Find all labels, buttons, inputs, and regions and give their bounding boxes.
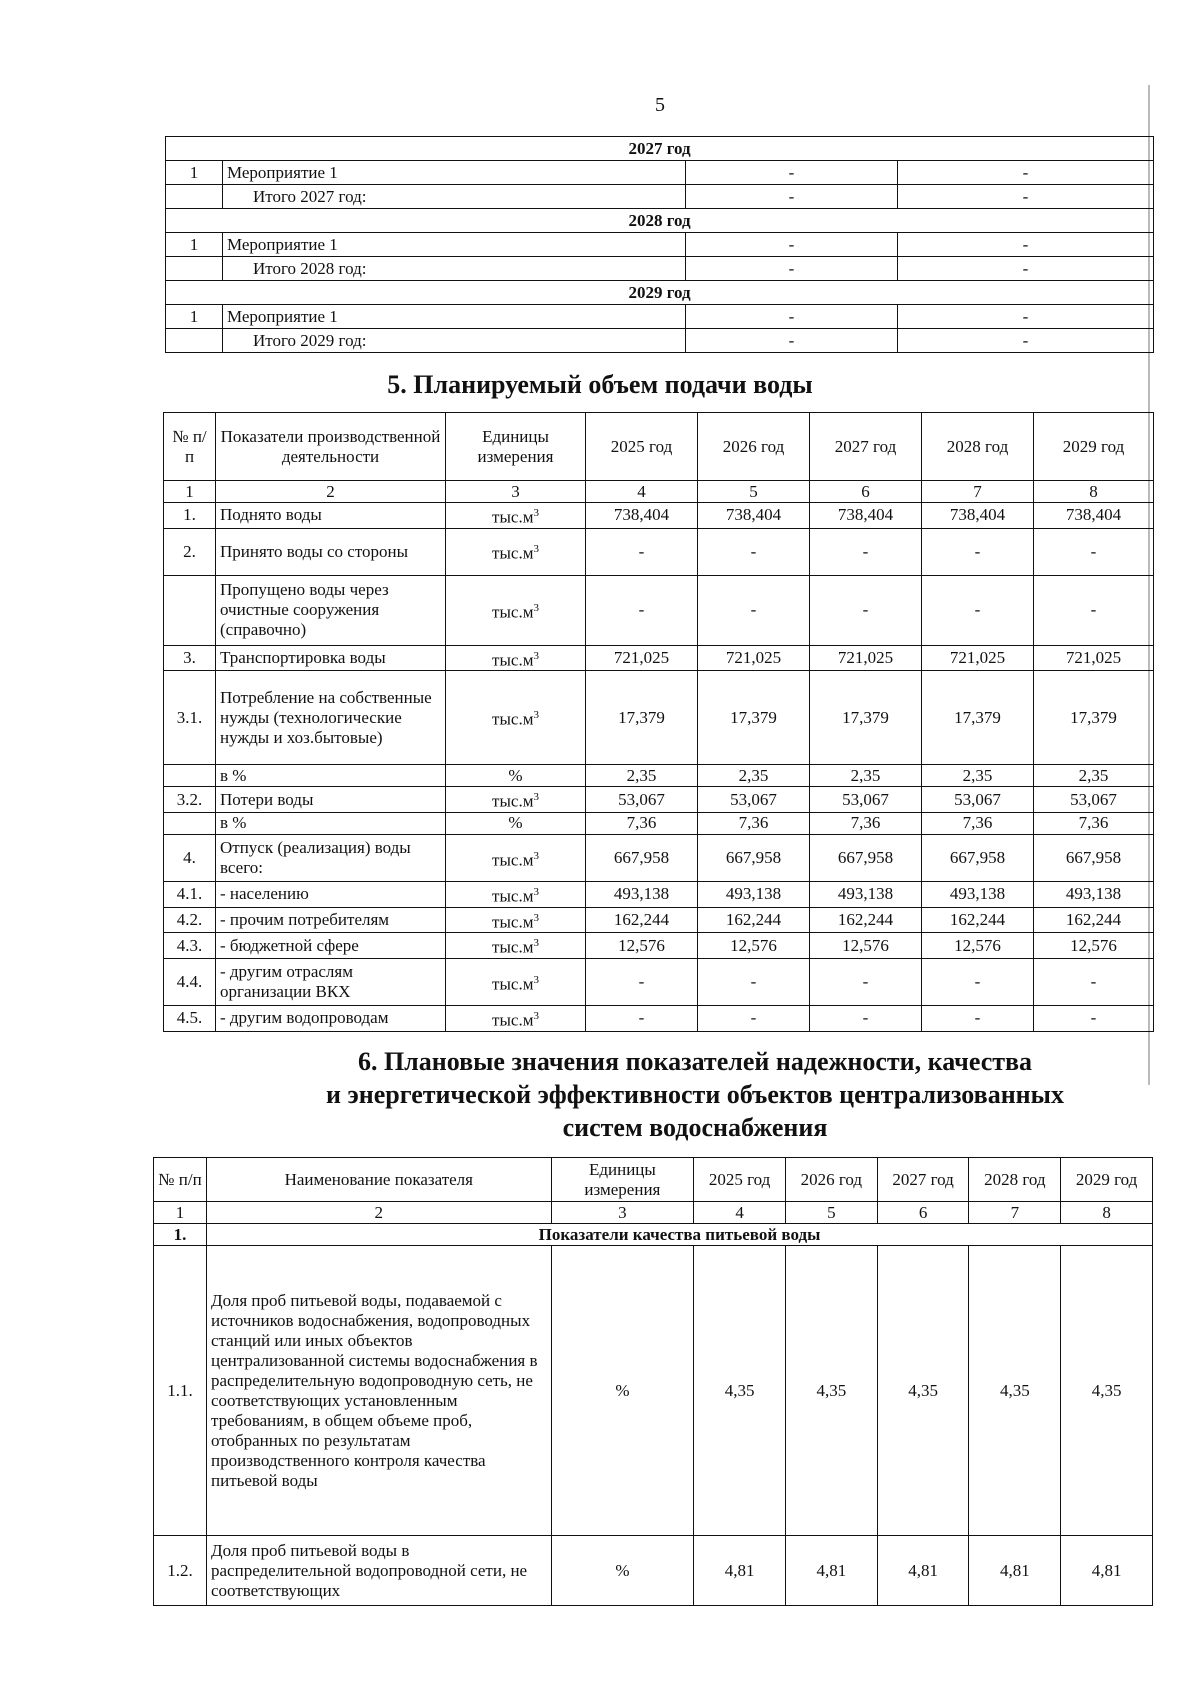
column-header: Единицы измерения (551, 1158, 694, 1202)
total-label: Итого 2028 год: (223, 257, 686, 281)
column-header: 2028 год (969, 1158, 1061, 1202)
table-row (164, 1005, 1154, 1031)
group-name: Показатели качества питьевой воды (207, 1224, 1153, 1246)
year-value: 738,404 (1034, 503, 1154, 529)
event-row (166, 161, 1154, 185)
event-name: Мероприятие 1 (223, 161, 686, 185)
indicator-name: Отпуск (реализация) воды всего: (216, 834, 446, 881)
indicator-name: Потребление на собственные нужды (технологические нужды и хоз.бытовые) (216, 671, 446, 765)
indicators-table (153, 1157, 1153, 1606)
year-value: 7,36 (922, 812, 1034, 834)
year-value: - (1034, 528, 1154, 575)
unit-text: тыс.м (492, 886, 534, 906)
row-number: 2. (164, 528, 216, 575)
year-value: 53,067 (698, 787, 810, 813)
unit-text: тыс.м (492, 791, 534, 811)
row-number: 4. (164, 834, 216, 881)
year-value: - (810, 575, 922, 645)
unit-superscript: 3 (533, 709, 539, 722)
year-value: 162,244 (922, 907, 1034, 933)
year-value: 738,404 (698, 503, 810, 529)
event-value: - (898, 233, 1154, 257)
table-row (164, 881, 1154, 907)
year-value: - (698, 575, 810, 645)
year-value: - (586, 528, 698, 575)
unit (446, 787, 586, 813)
year-value: 2,35 (586, 765, 698, 787)
unit (446, 834, 586, 881)
column-number: 8 (1061, 1202, 1153, 1224)
table-row (164, 528, 1154, 575)
column-header: 2026 год (785, 1158, 877, 1202)
column-header: 2027 год (810, 413, 922, 481)
column-number: 4 (694, 1202, 786, 1224)
unit-text: тыс.м (492, 912, 534, 932)
year-value: 2,35 (810, 765, 922, 787)
year-value: 493,138 (922, 881, 1034, 907)
column-header: 2027 год (877, 1158, 969, 1202)
unit-superscript: 3 (533, 601, 539, 614)
total-row (166, 185, 1154, 209)
year-value: 667,958 (922, 834, 1034, 881)
table-row (154, 1246, 1153, 1536)
row-number: 3.2. (164, 787, 216, 813)
table-row (164, 503, 1154, 529)
table-header-row (164, 413, 1154, 481)
column-header: 2026 год (698, 413, 810, 481)
indicator-name: Поднято воды (216, 503, 446, 529)
year-value: 7,36 (586, 812, 698, 834)
year-value: 4,35 (1061, 1246, 1153, 1536)
year-header-row (166, 281, 1154, 305)
year-value: - (586, 1005, 698, 1031)
table-row (164, 907, 1154, 933)
column-number-row (154, 1202, 1153, 1224)
unit (446, 812, 586, 834)
column-number: 5 (785, 1202, 877, 1224)
indicator-name: - бюджетной сфере (216, 933, 446, 959)
row-number (164, 812, 216, 834)
page-number: 5 (655, 94, 665, 116)
year-value: 162,244 (586, 907, 698, 933)
total-label: Итого 2027 год: (223, 185, 686, 209)
unit-text: тыс.м (492, 1010, 534, 1030)
unit-superscript: 3 (533, 973, 539, 986)
year-value: 17,379 (586, 671, 698, 765)
unit-text: тыс.м (492, 507, 534, 527)
total-row (166, 329, 1154, 353)
unit-text: % (508, 813, 523, 833)
column-header: 2029 год (1034, 413, 1154, 481)
row-number: 1 (166, 161, 223, 185)
section5-title: 5. Планируемый объем подачи воды (387, 370, 813, 399)
year-value: 53,067 (922, 787, 1034, 813)
unit-text: тыс.м (492, 710, 534, 730)
indicator-name: Доля проб питьевой воды, подаваемой с источников водоснабжения, водопроводных станций или иных объектов централизованной системы водоснабжения в распределительную водопроводную сеть, не соответствующих установленным требованиям, в общем объеме проб, отобранных по результатам производственного контроля качества питьевой воды (207, 1246, 552, 1536)
year-value: 4,81 (785, 1536, 877, 1606)
table-row (164, 575, 1154, 645)
unit-superscript: 3 (533, 911, 539, 924)
indicator-name: Транспортировка воды (216, 645, 446, 671)
year-value: 721,025 (922, 645, 1034, 671)
table-header-row (154, 1158, 1153, 1202)
event-name: Мероприятие 1 (223, 233, 686, 257)
row-number: 1 (166, 233, 223, 257)
year-value: 17,379 (1034, 671, 1154, 765)
year-value: 4,81 (877, 1536, 969, 1606)
group-number: 1. (154, 1224, 207, 1246)
unit (446, 881, 586, 907)
year-value: 721,025 (810, 645, 922, 671)
unit (446, 671, 586, 765)
row-number-empty (166, 257, 223, 281)
table-row (154, 1536, 1153, 1606)
year-value: 738,404 (922, 503, 1034, 529)
year-value: 17,379 (922, 671, 1034, 765)
table-row (164, 933, 1154, 959)
indicator-name: в % (216, 812, 446, 834)
column-number: 3 (446, 481, 586, 503)
column-number: 7 (922, 481, 1034, 503)
table-row (164, 645, 1154, 671)
event-row (166, 305, 1154, 329)
year-value: 4,35 (969, 1246, 1061, 1536)
table-row (164, 958, 1154, 1005)
row-number: 1.1. (154, 1246, 207, 1536)
table-row (164, 671, 1154, 765)
total-row (166, 257, 1154, 281)
unit-text: тыс.м (492, 974, 534, 994)
unit (446, 528, 586, 575)
row-number: 1.2. (154, 1536, 207, 1606)
year-value: 493,138 (1034, 881, 1154, 907)
column-number: 6 (877, 1202, 969, 1224)
events-table (165, 136, 1154, 353)
total-value: - (898, 185, 1154, 209)
event-value: - (898, 161, 1154, 185)
row-number-empty (166, 329, 223, 353)
column-number: 3 (551, 1202, 694, 1224)
unit-text: тыс.м (492, 602, 534, 622)
unit-superscript: 3 (533, 937, 539, 950)
year-value: 493,138 (698, 881, 810, 907)
year-value: 721,025 (698, 645, 810, 671)
section6-title-line2: и энергетической эффективности объектов централизованных (326, 1080, 1064, 1109)
year-value: 12,576 (922, 933, 1034, 959)
year-value: - (810, 958, 922, 1005)
column-header: 2029 год (1061, 1158, 1153, 1202)
column-header: 2025 год (586, 413, 698, 481)
unit-superscript: 3 (533, 543, 539, 556)
column-number: 1 (154, 1202, 207, 1224)
year-value: 7,36 (810, 812, 922, 834)
row-number (164, 765, 216, 787)
unit (446, 645, 586, 671)
year-value: 7,36 (1034, 812, 1154, 834)
year-value: 493,138 (810, 881, 922, 907)
year-value: 17,379 (698, 671, 810, 765)
year-value: 721,025 (1034, 645, 1154, 671)
unit-text: % (508, 765, 523, 785)
unit (446, 907, 586, 933)
unit (446, 933, 586, 959)
column-header: 2025 год (694, 1158, 786, 1202)
year-value: 721,025 (586, 645, 698, 671)
total-value: - (898, 257, 1154, 281)
column-header: № п/п (164, 413, 216, 481)
year-value: 4,81 (969, 1536, 1061, 1606)
year-value: - (922, 1005, 1034, 1031)
year-value: 4,81 (694, 1536, 786, 1606)
year-value: - (1034, 1005, 1154, 1031)
table-row (164, 787, 1154, 813)
table-row (164, 834, 1154, 881)
year-value: 53,067 (810, 787, 922, 813)
year-value: 12,576 (698, 933, 810, 959)
total-label: Итого 2029 год: (223, 329, 686, 353)
unit-text: тыс.м (492, 650, 534, 670)
unit-text: тыс.м (492, 850, 534, 870)
event-value: - (898, 305, 1154, 329)
unit-superscript: 3 (533, 885, 539, 898)
year-value: 738,404 (810, 503, 922, 529)
column-header: 2028 год (922, 413, 1034, 481)
row-number: 4.1. (164, 881, 216, 907)
year-label: 2029 год (166, 281, 1154, 305)
year-value: - (1034, 958, 1154, 1005)
event-value: - (686, 305, 898, 329)
year-value: 2,35 (1034, 765, 1154, 787)
row-number: 1. (164, 503, 216, 529)
unit: % (551, 1246, 694, 1536)
row-number: 4.3. (164, 933, 216, 959)
unit-superscript: 3 (533, 649, 539, 662)
year-value: - (922, 528, 1034, 575)
year-value: - (698, 528, 810, 575)
column-number: 4 (586, 481, 698, 503)
unit-superscript: 3 (533, 849, 539, 862)
year-value: 667,958 (586, 834, 698, 881)
year-value: 667,958 (810, 834, 922, 881)
year-header-row (166, 137, 1154, 161)
column-header: Единицы измерения (446, 413, 586, 481)
year-value: 4,35 (785, 1246, 877, 1536)
column-number: 6 (810, 481, 922, 503)
unit (446, 575, 586, 645)
year-value: - (586, 575, 698, 645)
year-value: 12,576 (1034, 933, 1154, 959)
year-value: - (586, 958, 698, 1005)
column-number: 7 (969, 1202, 1061, 1224)
unit-superscript: 3 (533, 507, 539, 519)
year-value: 12,576 (586, 933, 698, 959)
indicator-name: - прочим потребителям (216, 907, 446, 933)
year-value: - (698, 958, 810, 1005)
year-value: - (810, 528, 922, 575)
year-value: 667,958 (698, 834, 810, 881)
year-value: 4,35 (877, 1246, 969, 1536)
year-value: 7,36 (698, 812, 810, 834)
indicator-name: Доля проб питьевой воды в распределительной водопроводной сети, не соответствующих (207, 1536, 552, 1606)
year-value: 667,958 (1034, 834, 1154, 881)
indicator-name: Пропущено воды через очистные сооружения (справочно) (216, 575, 446, 645)
indicator-name: - другим водопроводам (216, 1005, 446, 1031)
row-number (164, 575, 216, 645)
column-number: 8 (1034, 481, 1154, 503)
total-value: - (686, 257, 898, 281)
year-value: - (922, 575, 1034, 645)
indicator-name: в % (216, 765, 446, 787)
row-number: 4.4. (164, 958, 216, 1005)
section6-title-line3: систем водоснабжения (562, 1113, 828, 1142)
year-value: 17,379 (810, 671, 922, 765)
indicator-name: - другим отраслям организации ВКХ (216, 958, 446, 1005)
year-value: 162,244 (1034, 907, 1154, 933)
year-value: - (698, 1005, 810, 1031)
unit (446, 958, 586, 1005)
column-number: 5 (698, 481, 810, 503)
row-number: 3. (164, 645, 216, 671)
column-number: 2 (216, 481, 446, 503)
event-value: - (686, 233, 898, 257)
column-header: Наименование показателя (207, 1158, 552, 1202)
column-number: 2 (207, 1202, 552, 1224)
total-value: - (898, 329, 1154, 353)
row-number: 4.2. (164, 907, 216, 933)
unit-superscript: 3 (533, 1009, 539, 1022)
year-label: 2028 год (166, 209, 1154, 233)
year-value: - (922, 958, 1034, 1005)
year-value: 2,35 (922, 765, 1034, 787)
row-number-empty (166, 185, 223, 209)
total-value: - (686, 185, 898, 209)
year-value: 4,35 (694, 1246, 786, 1536)
event-name: Мероприятие 1 (223, 305, 686, 329)
year-value: 53,067 (586, 787, 698, 813)
year-value: 12,576 (810, 933, 922, 959)
event-value: - (686, 161, 898, 185)
table-row (164, 765, 1154, 787)
unit: % (551, 1536, 694, 1606)
year-value: 2,35 (698, 765, 810, 787)
event-row (166, 233, 1154, 257)
unit-text: тыс.м (492, 543, 534, 563)
column-number-row (164, 481, 1154, 503)
row-number: 3.1. (164, 671, 216, 765)
year-label: 2027 год (166, 137, 1154, 161)
year-value: - (810, 1005, 922, 1031)
unit-text: тыс.м (492, 937, 534, 957)
year-value: 4,81 (1061, 1536, 1153, 1606)
year-value: 738,404 (586, 503, 698, 529)
indicator-name: Принято воды со стороны (216, 528, 446, 575)
section6-title-line1: 6. Плановые значения показателей надежности, качества (357, 1047, 1033, 1076)
group-row (154, 1224, 1153, 1246)
year-value: - (1034, 575, 1154, 645)
unit (446, 503, 586, 529)
year-value: 53,067 (1034, 787, 1154, 813)
column-header: № п/п (154, 1158, 207, 1202)
year-value: 162,244 (698, 907, 810, 933)
indicator-name: - населению (216, 881, 446, 907)
year-value: 493,138 (586, 881, 698, 907)
unit (446, 765, 586, 787)
water-supply-table (163, 412, 1154, 1032)
row-number: 1 (166, 305, 223, 329)
indicator-name: Потери воды (216, 787, 446, 813)
unit-superscript: 3 (533, 791, 539, 804)
year-value: 162,244 (810, 907, 922, 933)
total-value: - (686, 329, 898, 353)
table-row (164, 812, 1154, 834)
column-header: Показатели производственной деятельности (216, 413, 446, 481)
year-header-row (166, 209, 1154, 233)
column-number: 1 (164, 481, 216, 503)
unit (446, 1005, 586, 1031)
row-number: 4.5. (164, 1005, 216, 1031)
